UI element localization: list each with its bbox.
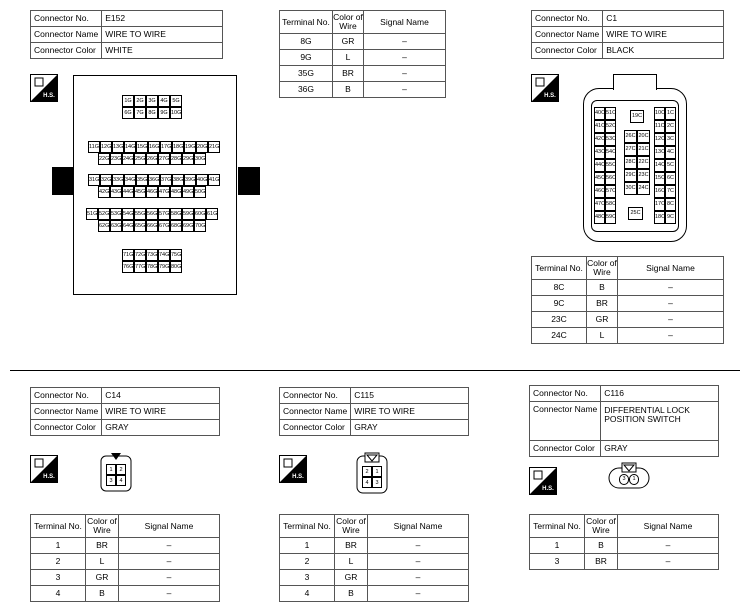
pin-cell: 24G: [122, 153, 134, 165]
pin-cell: 6C: [665, 172, 676, 185]
pin-cell: 11C: [654, 120, 665, 133]
terminal-no: 8G: [280, 34, 333, 50]
pin-cell: 20C: [637, 130, 650, 143]
th-terminal-no: Terminal No.: [532, 257, 587, 280]
pin-cell: 28C: [624, 156, 637, 169]
pin-cell: 22G: [98, 153, 110, 165]
pin-cell: 58G: [170, 208, 182, 220]
c1-no: C1: [603, 11, 724, 27]
table-row: [280, 554, 469, 570]
terminal-no: 2: [31, 554, 86, 570]
pin-cell: 59C: [605, 211, 616, 224]
pin-cell: 76G: [122, 261, 134, 273]
pin-cell: 12C: [654, 133, 665, 146]
pin-cell: 59G: [182, 208, 194, 220]
th-signal-name: Signal Name: [618, 515, 719, 538]
pin-cell: 78G: [146, 261, 158, 273]
pin-cell: 13C: [654, 146, 665, 159]
label-connector-no: Connector No.: [530, 386, 601, 402]
terminal-wire: L: [587, 328, 618, 344]
th-terminal-no: Terminal No.: [280, 11, 333, 34]
pin-cell: 49G: [182, 186, 194, 198]
table-row: [280, 34, 446, 50]
pin-cell: 47C: [594, 198, 605, 211]
terminal-no: 3: [31, 570, 86, 586]
pin-cell: 8G: [146, 107, 158, 119]
terminal-wire: BR: [333, 66, 364, 82]
terminal-signal: –: [364, 82, 446, 98]
pin-cell: 2C: [665, 120, 676, 133]
pin-cell: 3G: [146, 95, 158, 107]
terminal-wire: B: [335, 586, 368, 602]
pin-cell: 14C: [654, 159, 665, 172]
pin-cell: 15G: [136, 141, 148, 153]
pin-cell: 7C: [665, 185, 676, 198]
pin-cell: 6G: [122, 107, 134, 119]
pin-cell: 27G: [158, 153, 170, 165]
e152-connector-face: [50, 75, 260, 295]
pin-cell: 55G: [134, 208, 146, 220]
pin-cell: 13G: [112, 141, 124, 153]
pin-cell: 75G: [170, 249, 182, 261]
pin-cell: 52C: [605, 120, 616, 133]
th-terminal-no: Terminal No.: [530, 515, 585, 538]
pin-cell: 2: [362, 466, 372, 477]
table-row: [31, 538, 220, 554]
pin-cell: 41C: [594, 120, 605, 133]
c116-info-table: [529, 385, 719, 457]
svg-text:H.S.: H.S.: [292, 474, 304, 480]
pin-cell: 63G: [110, 220, 122, 232]
terminal-no: 4: [280, 586, 335, 602]
pin-cell: 18C: [654, 211, 665, 224]
c1-color: BLACK: [603, 43, 724, 59]
pin-cell: 55C: [605, 159, 616, 172]
svg-text:H.S.: H.S.: [43, 474, 55, 480]
pin-cell: 5C: [665, 159, 676, 172]
c115-info-table: [279, 387, 469, 436]
pin-cell: 69G: [182, 220, 194, 232]
c1-name: WIRE TO WIRE: [603, 27, 724, 43]
th-color-of-wire: Color of Wire: [333, 11, 364, 34]
pin-cell: 45C: [594, 172, 605, 185]
terminal-no: 1: [530, 538, 585, 554]
terminal-no: 36G: [280, 82, 333, 98]
pin-cell: 36G: [148, 174, 160, 186]
pin-cell: 22C: [637, 156, 650, 169]
pin-cell: 1C: [665, 107, 676, 120]
label-connector-no: Connector No.: [31, 11, 102, 27]
terminal-no: 24C: [532, 328, 587, 344]
pin-cell: 53G: [110, 208, 122, 220]
pin-cell: 51C: [605, 107, 616, 120]
pin-cell: 4G: [158, 95, 170, 107]
label-connector-no: Connector No.: [280, 388, 351, 404]
terminal-wire: BR: [587, 296, 618, 312]
pin-cell: 23C: [637, 169, 650, 182]
pin-cell: 7G: [134, 107, 146, 119]
th-signal-name: Signal Name: [364, 11, 446, 34]
pin-cell: 57G: [158, 208, 170, 220]
hs-icon: [279, 455, 307, 483]
label-connector-name: Connector Name: [31, 27, 102, 43]
pin-cell: 40C: [594, 107, 605, 120]
pin-cell: 24C: [637, 182, 650, 195]
table-row: [532, 328, 724, 344]
pin-cell: 4: [362, 477, 372, 488]
hs-icon: [531, 74, 559, 102]
pin-cell: 10G: [170, 107, 182, 119]
c116-color: GRAY: [601, 441, 719, 457]
pin-cell: 56C: [605, 172, 616, 185]
th-signal-name: Signal Name: [618, 257, 724, 280]
c1-info-table: [531, 10, 724, 59]
table-row: [530, 554, 719, 570]
table-row: [31, 554, 220, 570]
c116-name: DIFFERENTIAL LOCK POSITION SWITCH: [601, 402, 719, 441]
pin-cell: 26G: [146, 153, 158, 165]
label-connector-color: Connector Color: [31, 420, 102, 436]
e152-no: E152: [102, 11, 223, 27]
table-row: [31, 586, 220, 602]
pin-cell: 48C: [594, 211, 605, 224]
pin-cell: 30G: [194, 153, 206, 165]
pin-cell: 42G: [98, 186, 110, 198]
pin-cell: 2G: [134, 95, 146, 107]
label-connector-no: Connector No.: [31, 388, 102, 404]
terminal-wire: B: [86, 586, 119, 602]
th-signal-name: Signal Name: [119, 515, 220, 538]
pin-cell: 25G: [134, 153, 146, 165]
pin-cell: 35G: [136, 174, 148, 186]
pin-cell: 70G: [194, 220, 206, 232]
pin-cell: 39G: [184, 174, 196, 186]
pin-cell: 31G: [88, 174, 100, 186]
terminal-wire: BR: [585, 554, 618, 570]
table-row: [280, 66, 446, 82]
pin-cell: 71G: [122, 249, 134, 261]
pin-cell: 77G: [134, 261, 146, 273]
pin-cell: 50G: [194, 186, 206, 198]
pin-cell: 43C: [594, 146, 605, 159]
pin-cell: 3C: [665, 133, 676, 146]
pin-cell: 19C: [630, 110, 644, 123]
terminal-signal: –: [364, 66, 446, 82]
terminal-signal: –: [119, 586, 220, 602]
hs-icon: [529, 467, 557, 495]
pin-cell: 43G: [110, 186, 122, 198]
table-row: [532, 296, 724, 312]
pin-cell: 64G: [122, 220, 134, 232]
pin-cell: 40G: [196, 174, 208, 186]
pin-cell: 58C: [605, 198, 616, 211]
label-connector-name: Connector Name: [280, 404, 351, 420]
terminal-no: 8C: [532, 280, 587, 296]
pin-cell: 73G: [146, 249, 158, 261]
terminal-no: 3: [530, 554, 585, 570]
pin-cell: 62G: [98, 220, 110, 232]
pin-cell: 67G: [158, 220, 170, 232]
c115-name: WIRE TO WIRE: [351, 404, 469, 420]
table-row: [280, 50, 446, 66]
pin-cell: 30C: [624, 182, 637, 195]
table-row: [532, 312, 724, 328]
pin-cell: 57C: [605, 185, 616, 198]
c14-no: C14: [102, 388, 220, 404]
terminal-wire: L: [333, 50, 364, 66]
terminal-signal: –: [618, 328, 724, 344]
pin-cell: 42C: [594, 133, 605, 146]
label-connector-name: Connector Name: [31, 404, 102, 420]
pin-cell: 26C: [624, 130, 637, 143]
terminal-wire: B: [587, 280, 618, 296]
e152-color: WHITE: [102, 43, 223, 59]
terminal-no: 35G: [280, 66, 333, 82]
pin-cell: 28G: [170, 153, 182, 165]
c115-connector-face: [356, 452, 388, 494]
terminal-wire: L: [335, 554, 368, 570]
terminal-no: 1: [280, 538, 335, 554]
terminal-wire: L: [86, 554, 119, 570]
pin-cell: 68G: [170, 220, 182, 232]
svg-text:H.S.: H.S.: [542, 486, 554, 492]
terminal-signal: –: [618, 538, 719, 554]
pin-cell: 4: [116, 475, 126, 486]
pin-cell: 23G: [110, 153, 122, 165]
pin-cell: 4C: [665, 146, 676, 159]
pin-cell: 60G: [194, 208, 206, 220]
pin-cell: 1G: [122, 95, 134, 107]
terminal-signal: –: [119, 570, 220, 586]
c116-terminal-table: [529, 514, 719, 570]
table-row: [530, 538, 719, 554]
terminal-signal: –: [119, 554, 220, 570]
pin-cell: 10C: [654, 107, 665, 120]
terminal-signal: –: [119, 538, 220, 554]
c14-color: GRAY: [102, 420, 220, 436]
terminal-no: 3: [280, 570, 335, 586]
pin-cell: 15C: [654, 172, 665, 185]
terminal-no: 1: [31, 538, 86, 554]
th-signal-name: Signal Name: [368, 515, 469, 538]
terminal-no: 23C: [532, 312, 587, 328]
e152-info-table: [30, 10, 223, 59]
pin-cell: 54C: [605, 146, 616, 159]
c14-connector-face: [100, 452, 132, 492]
e152-terminal-table: [279, 10, 446, 98]
c14-info-table: [30, 387, 220, 436]
terminal-wire: BR: [335, 538, 368, 554]
pin-cell: 52G: [98, 208, 110, 220]
pin-cell: 65G: [134, 220, 146, 232]
pin-cell: 3: [619, 474, 629, 485]
pin-cell: 38G: [172, 174, 184, 186]
table-row: [280, 570, 469, 586]
terminal-signal: –: [368, 538, 469, 554]
terminal-wire: B: [585, 538, 618, 554]
pin-cell: 47G: [158, 186, 170, 198]
label-connector-color: Connector Color: [530, 441, 601, 457]
table-row: [280, 82, 446, 98]
terminal-no: 9C: [532, 296, 587, 312]
terminal-wire: GR: [335, 570, 368, 586]
pin-cell: 61G: [206, 208, 218, 220]
pin-cell: 8C: [665, 198, 676, 211]
pin-cell: 66G: [146, 220, 158, 232]
pin-cell: 54G: [122, 208, 134, 220]
pin-cell: 5G: [170, 95, 182, 107]
pin-cell: 56G: [146, 208, 158, 220]
pin-cell: 9C: [665, 211, 676, 224]
label-connector-color: Connector Color: [280, 420, 351, 436]
terminal-signal: –: [368, 586, 469, 602]
svg-text:H.S.: H.S.: [544, 93, 556, 99]
pin-cell: 12G: [100, 141, 112, 153]
pin-cell: 21G: [208, 141, 220, 153]
table-row: [280, 538, 469, 554]
pin-cell: 79G: [158, 261, 170, 273]
terminal-wire: GR: [333, 34, 364, 50]
pin-cell: 2: [116, 464, 126, 475]
pin-cell: 45G: [134, 186, 146, 198]
pin-cell: 72G: [134, 249, 146, 261]
terminal-signal: –: [368, 554, 469, 570]
pin-cell: 80G: [170, 261, 182, 273]
pin-cell: 17G: [160, 141, 172, 153]
pin-cell: 37G: [160, 174, 172, 186]
pin-cell: 19G: [184, 141, 196, 153]
pin-cell: 51G: [86, 208, 98, 220]
terminal-no: 4: [31, 586, 86, 602]
th-color-of-wire: Color of Wire: [335, 515, 368, 538]
pin-cell: 25C: [628, 207, 643, 220]
section-divider: [10, 370, 740, 371]
label-connector-name: Connector Name: [530, 402, 601, 441]
table-row: [532, 280, 724, 296]
c14-name: WIRE TO WIRE: [102, 404, 220, 420]
pin-cell: 53C: [605, 133, 616, 146]
c14-terminal-table: [30, 514, 220, 602]
pin-cell: 16C: [654, 185, 665, 198]
pin-cell: 29C: [624, 169, 637, 182]
pin-cell: 1: [372, 466, 382, 477]
pin-cell: 46G: [146, 186, 158, 198]
table-row: [31, 570, 220, 586]
pin-cell: 1: [629, 474, 639, 485]
pin-cell: 41G: [208, 174, 220, 186]
terminal-signal: –: [618, 312, 724, 328]
terminal-signal: –: [618, 554, 719, 570]
terminal-signal: –: [618, 280, 724, 296]
pin-cell: 34G: [124, 174, 136, 186]
pin-cell: 9G: [158, 107, 170, 119]
pin-cell: 18G: [172, 141, 184, 153]
hs-icon: [30, 455, 58, 483]
pin-cell: 48G: [170, 186, 182, 198]
c115-terminal-table: [279, 514, 469, 602]
c1-connector-face: [583, 74, 687, 242]
th-terminal-no: Terminal No.: [280, 515, 335, 538]
pin-cell: 46C: [594, 185, 605, 198]
hs-label: H.S.: [43, 93, 55, 99]
pin-cell: 33G: [112, 174, 124, 186]
pin-cell: 44G: [122, 186, 134, 198]
pin-cell: 44C: [594, 159, 605, 172]
table-row: [280, 586, 469, 602]
c116-connector-face: [608, 462, 650, 490]
th-color-of-wire: Color of Wire: [585, 515, 618, 538]
pin-cell: 3: [372, 477, 382, 488]
pin-cell: 20G: [196, 141, 208, 153]
pin-cell: 14G: [124, 141, 136, 153]
th-terminal-no: Terminal No.: [31, 515, 86, 538]
c115-no: C115: [351, 388, 469, 404]
terminal-signal: –: [364, 34, 446, 50]
pin-cell: 27C: [624, 143, 637, 156]
th-color-of-wire: Color of Wire: [86, 515, 119, 538]
pin-cell: 3: [106, 475, 116, 486]
pin-cell: 16G: [148, 141, 160, 153]
pin-cell: 21C: [637, 143, 650, 156]
pin-cell: 74G: [158, 249, 170, 261]
th-color-of-wire: Color of Wire: [587, 257, 618, 280]
terminal-wire: GR: [587, 312, 618, 328]
label-connector-no: Connector No.: [532, 11, 603, 27]
pin-cell: 29G: [182, 153, 194, 165]
pin-cell: 32G: [100, 174, 112, 186]
c115-color: GRAY: [351, 420, 469, 436]
e152-name: WIRE TO WIRE: [102, 27, 223, 43]
pin-cell: 11G: [88, 141, 100, 153]
pin-cell: 17C: [654, 198, 665, 211]
c116-no: C116: [601, 386, 719, 402]
label-connector-name: Connector Name: [532, 27, 603, 43]
terminal-wire: B: [333, 82, 364, 98]
terminal-wire: BR: [86, 538, 119, 554]
label-connector-color: Connector Color: [532, 43, 603, 59]
terminal-signal: –: [618, 296, 724, 312]
terminal-signal: –: [364, 50, 446, 66]
label-connector-color: Connector Color: [31, 43, 102, 59]
terminal-signal: –: [368, 570, 469, 586]
c1-terminal-table: [531, 256, 724, 344]
terminal-no: 9G: [280, 50, 333, 66]
terminal-no: 2: [280, 554, 335, 570]
terminal-wire: GR: [86, 570, 119, 586]
pin-cell: 1: [106, 464, 116, 475]
